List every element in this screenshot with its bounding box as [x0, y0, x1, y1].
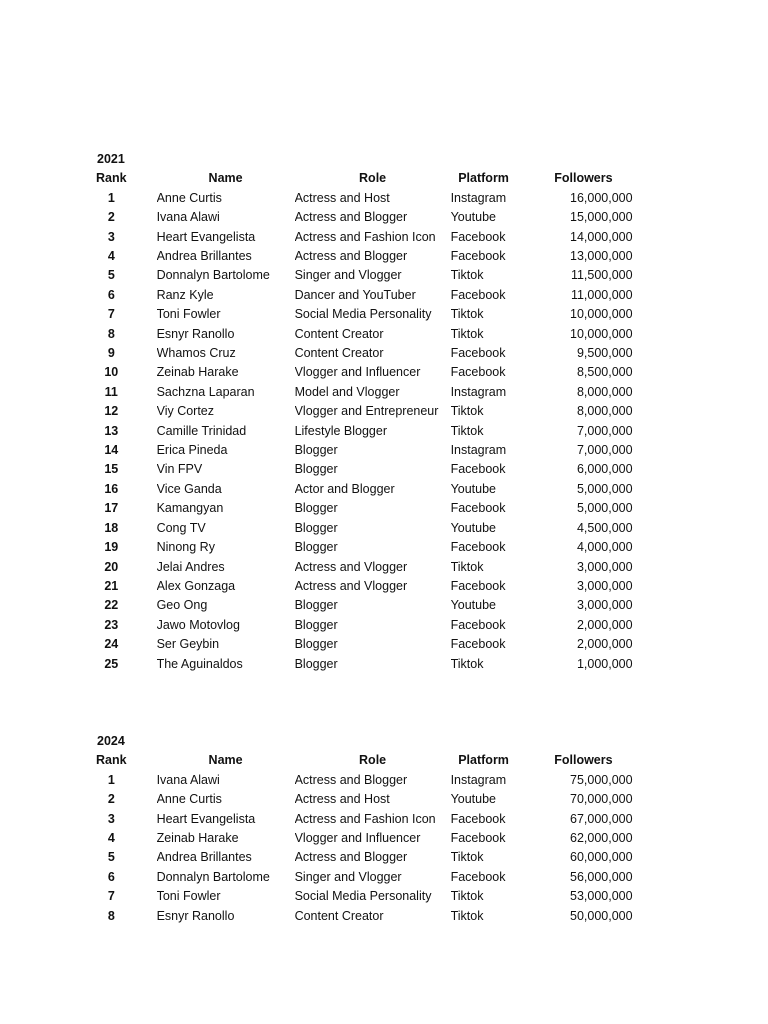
- name-cell: Alex Gonzaga: [156, 578, 236, 593]
- table-row: [96, 189, 633, 208]
- platform-cell: Tiktok: [450, 850, 484, 865]
- name-cell: Vice Ganda: [156, 481, 222, 496]
- table-row: [96, 868, 633, 887]
- role-cell: Blogger: [294, 501, 338, 516]
- table-row: [96, 907, 633, 926]
- platform-cell: Tiktok: [450, 307, 484, 322]
- name-cell: Heart Evangelista: [156, 229, 256, 244]
- platform-cell: Tiktok: [450, 656, 484, 671]
- table-row: [96, 266, 633, 285]
- role-cell: Blogger: [294, 656, 338, 671]
- rank-cell: 19: [104, 540, 119, 555]
- rank-cell: 13: [104, 423, 119, 438]
- platform-cell: Instagram: [450, 384, 507, 399]
- followers-cell: 8,000,000: [576, 384, 633, 399]
- table-row: [96, 519, 633, 538]
- followers-cell: 7,000,000: [576, 423, 633, 438]
- followers-cell: 60,000,000: [570, 850, 633, 865]
- table-row: [96, 596, 633, 615]
- name-cell: Toni Fowler: [156, 889, 221, 904]
- followers-cell: 3,000,000: [576, 559, 633, 574]
- platform-cell: Instagram: [450, 772, 507, 787]
- rank-cell: 6: [107, 287, 115, 302]
- name-header: Name: [208, 171, 243, 186]
- followers-cell: 8,000,000: [576, 404, 633, 419]
- name-cell: Ranz Kyle: [156, 287, 214, 302]
- year-heading: 2024: [97, 734, 125, 748]
- rank-cell: 2: [107, 210, 115, 225]
- followers-cell: 7,000,000: [576, 443, 633, 458]
- followers-cell: 2,000,000: [576, 637, 633, 652]
- followers-cell: 1,000,000: [576, 656, 633, 671]
- followers-cell: 56,000,000: [570, 869, 633, 884]
- header-row: [96, 169, 633, 188]
- followers-cell: 75,000,000: [570, 772, 633, 787]
- rank-cell: 1: [107, 190, 115, 205]
- table-row: [96, 305, 633, 324]
- name-cell: Donnalyn Bartolome: [156, 268, 270, 283]
- role-cell: Blogger: [294, 598, 338, 613]
- followers-cell: 50,000,000: [570, 908, 633, 923]
- platform-header: Platform: [458, 171, 509, 186]
- rank-cell: 11: [104, 384, 118, 399]
- platform-cell: Youtube: [450, 481, 497, 496]
- role-cell: Actress and Host: [294, 792, 390, 807]
- rank-cell: 24: [104, 637, 119, 652]
- rank-cell: 2: [107, 792, 115, 807]
- table-row: [96, 887, 633, 906]
- name-cell: Andrea Brillantes: [156, 850, 252, 865]
- table-row: [96, 771, 633, 790]
- followers-cell: 10,000,000: [570, 307, 633, 322]
- table-row: [96, 228, 633, 247]
- platform-cell: Facebook: [450, 287, 506, 302]
- rank-cell: 5: [107, 268, 115, 283]
- name-cell: Heart Evangelista: [156, 811, 256, 826]
- platform-cell: Facebook: [450, 869, 506, 884]
- rank-cell: 8: [107, 326, 115, 341]
- name-cell: Anne Curtis: [156, 792, 222, 807]
- platform-header: Platform: [458, 753, 509, 768]
- table-row: [96, 558, 633, 577]
- name-cell: Esnyr Ranollo: [156, 326, 235, 341]
- rank-cell: 6: [107, 869, 115, 884]
- platform-cell: Instagram: [450, 443, 507, 458]
- name-cell: Anne Curtis: [156, 190, 222, 205]
- platform-cell: Facebook: [450, 346, 506, 361]
- name-cell: Ivana Alawi: [156, 210, 220, 225]
- name-header: Name: [208, 753, 243, 768]
- platform-cell: Facebook: [450, 501, 506, 516]
- followers-cell: 15,000,000: [570, 210, 633, 225]
- name-cell: Jawo Motovlog: [156, 617, 240, 632]
- role-cell: Actor and Blogger: [294, 481, 395, 496]
- table-row: [96, 480, 633, 499]
- rank-cell: 25: [104, 656, 119, 671]
- role-cell: Vlogger and Influencer: [294, 831, 421, 846]
- followers-header: Followers: [554, 171, 613, 186]
- platform-cell: Youtube: [450, 598, 497, 613]
- table-row: [96, 208, 633, 227]
- role-cell: Actress and Fashion Icon: [294, 811, 436, 826]
- role-cell: Actress and Vlogger: [294, 559, 408, 574]
- rank-cell: 21: [104, 578, 119, 593]
- role-cell: Dancer and YouTuber: [294, 287, 416, 302]
- rank-cell: 12: [104, 404, 119, 419]
- table-row: [96, 577, 633, 596]
- rank-cell: 14: [104, 443, 119, 458]
- rank-cell: 8: [107, 908, 115, 923]
- platform-cell: Facebook: [450, 617, 506, 632]
- role-cell: Blogger: [294, 540, 338, 555]
- rank-cell: 23: [104, 617, 119, 632]
- role-cell: Social Media Personality: [294, 889, 432, 904]
- name-cell: Andrea Brillantes: [156, 249, 252, 264]
- platform-cell: Tiktok: [450, 404, 484, 419]
- name-cell: Viy Cortez: [156, 404, 215, 419]
- rank-cell: 3: [107, 811, 115, 826]
- platform-cell: Tiktok: [450, 889, 484, 904]
- platform-cell: Facebook: [450, 578, 506, 593]
- platform-cell: Facebook: [450, 462, 506, 477]
- role-cell: Blogger: [294, 443, 338, 458]
- table-row: [96, 829, 633, 848]
- name-cell: Geo Ong: [156, 598, 208, 613]
- name-cell: Erica Pineda: [156, 443, 228, 458]
- table-row: [96, 422, 633, 441]
- followers-cell: 16,000,000: [570, 190, 633, 205]
- name-cell: The Aguinaldos: [156, 656, 243, 671]
- role-cell: Actress and Fashion Icon: [294, 229, 436, 244]
- rank-cell: 7: [107, 889, 115, 904]
- table-row: [96, 499, 633, 518]
- role-cell: Blogger: [294, 520, 338, 535]
- role-header: Role: [359, 753, 387, 768]
- role-cell: Actress and Host: [294, 190, 390, 205]
- platform-cell: Facebook: [450, 540, 506, 555]
- followers-cell: 5,000,000: [576, 501, 633, 516]
- followers-cell: 4,500,000: [576, 520, 633, 535]
- table-row: [96, 325, 633, 344]
- followers-cell: 53,000,000: [570, 889, 633, 904]
- followers-cell: 3,000,000: [576, 598, 633, 613]
- role-cell: Vlogger and Entrepreneur: [294, 404, 439, 419]
- role-cell: Actress and Blogger: [294, 772, 408, 787]
- rank-header: Rank: [96, 171, 127, 186]
- followers-cell: 6,000,000: [576, 462, 633, 477]
- name-cell: Zeinab Harake: [156, 365, 239, 380]
- name-cell: Camille Trinidad: [156, 423, 247, 438]
- platform-cell: Youtube: [450, 210, 497, 225]
- platform-cell: Tiktok: [450, 559, 484, 574]
- table-row: [96, 286, 633, 305]
- header-row: [96, 751, 633, 770]
- followers-cell: 3,000,000: [576, 578, 633, 593]
- followers-cell: 5,000,000: [576, 481, 633, 496]
- platform-cell: Facebook: [450, 365, 506, 380]
- role-cell: Vlogger and Influencer: [294, 365, 421, 380]
- rank-cell: 4: [107, 249, 115, 264]
- role-cell: Actress and Vlogger: [294, 578, 408, 593]
- name-cell: Vin FPV: [156, 462, 203, 477]
- role-cell: Actress and Blogger: [294, 210, 408, 225]
- ranking-table: [96, 751, 633, 926]
- name-cell: Ser Geybin: [156, 637, 220, 652]
- followers-header: Followers: [554, 753, 613, 768]
- rank-cell: 3: [107, 229, 115, 244]
- platform-cell: Tiktok: [450, 908, 484, 923]
- name-cell: Cong TV: [156, 520, 206, 535]
- table-row: [96, 635, 633, 654]
- rank-cell: 4: [107, 831, 115, 846]
- role-cell: Blogger: [294, 617, 338, 632]
- ranking-table: [96, 169, 633, 674]
- table-row: [96, 247, 633, 266]
- platform-cell: Instagram: [450, 190, 507, 205]
- year-heading: 2021: [97, 152, 125, 166]
- followers-cell: 70,000,000: [570, 792, 633, 807]
- name-cell: Toni Fowler: [156, 307, 221, 322]
- table-row: [96, 616, 633, 635]
- table-row: [96, 441, 633, 460]
- role-header: Role: [359, 171, 387, 186]
- followers-cell: 11,000,000: [570, 287, 633, 302]
- platform-cell: Facebook: [450, 637, 506, 652]
- rank-cell: 9: [107, 346, 115, 361]
- platform-cell: Tiktok: [450, 423, 484, 438]
- followers-cell: 67,000,000: [570, 811, 633, 826]
- ranking-table-2024: [96, 732, 636, 926]
- role-cell: Content Creator: [294, 346, 384, 361]
- name-cell: Zeinab Harake: [156, 831, 239, 846]
- table-row: [96, 460, 633, 479]
- role-cell: Model and Vlogger: [294, 384, 400, 399]
- role-cell: Lifestyle Blogger: [294, 423, 387, 438]
- followers-cell: 9,500,000: [576, 346, 633, 361]
- table-row: [96, 344, 633, 363]
- rank-cell: 22: [104, 598, 119, 613]
- rank-cell: 17: [104, 501, 119, 516]
- rank-cell: 1: [107, 772, 115, 787]
- role-cell: Actress and Blogger: [294, 249, 408, 264]
- platform-cell: Youtube: [450, 792, 497, 807]
- table-row: [96, 655, 633, 674]
- platform-cell: Facebook: [450, 831, 506, 846]
- rank-cell: 16: [104, 481, 119, 496]
- followers-cell: 10,000,000: [570, 326, 633, 341]
- name-cell: Kamangyan: [156, 501, 224, 516]
- role-cell: Content Creator: [294, 326, 384, 341]
- name-cell: Whamos Cruz: [156, 346, 236, 361]
- role-cell: Blogger: [294, 462, 338, 477]
- name-cell: Sachzna Laparan: [156, 384, 255, 399]
- role-cell: Content Creator: [294, 908, 384, 923]
- platform-cell: Youtube: [450, 520, 497, 535]
- followers-cell: 13,000,000: [570, 249, 633, 264]
- role-cell: Singer and Vlogger: [294, 268, 402, 283]
- rank-cell: 18: [104, 520, 119, 535]
- name-cell: Ivana Alawi: [156, 772, 220, 787]
- platform-cell: Facebook: [450, 249, 506, 264]
- role-cell: Actress and Blogger: [294, 850, 408, 865]
- rank-cell: 7: [107, 307, 115, 322]
- followers-cell: 2,000,000: [576, 617, 633, 632]
- followers-cell: 8,500,000: [576, 365, 633, 380]
- role-cell: Singer and Vlogger: [294, 869, 402, 884]
- role-cell: Social Media Personality: [294, 307, 432, 322]
- name-cell: Jelai Andres: [156, 559, 225, 574]
- followers-cell: 14,000,000: [570, 229, 633, 244]
- followers-cell: 4,000,000: [576, 540, 633, 555]
- table-row: [96, 790, 633, 809]
- role-cell: Blogger: [294, 637, 338, 652]
- name-cell: Donnalyn Bartolome: [156, 869, 270, 884]
- platform-cell: Facebook: [450, 229, 506, 244]
- table-row: [96, 363, 633, 382]
- rank-cell: 10: [104, 365, 119, 380]
- table-row: [96, 538, 633, 557]
- rank-cell: 20: [104, 559, 119, 574]
- name-cell: Ninong Ry: [156, 540, 215, 555]
- table-row: [96, 402, 633, 421]
- ranking-table-2021: [96, 150, 636, 674]
- followers-cell: 11,500,000: [570, 268, 633, 283]
- platform-cell: Tiktok: [450, 326, 484, 341]
- table-row: [96, 810, 633, 829]
- table-row: [96, 848, 633, 867]
- followers-cell: 62,000,000: [570, 831, 633, 846]
- name-cell: Esnyr Ranollo: [156, 908, 235, 923]
- rank-cell: 5: [107, 850, 115, 865]
- rank-header: Rank: [96, 753, 127, 768]
- platform-cell: Facebook: [450, 811, 506, 826]
- table-row: [96, 383, 633, 402]
- platform-cell: Tiktok: [450, 268, 484, 283]
- rank-cell: 15: [104, 462, 119, 477]
